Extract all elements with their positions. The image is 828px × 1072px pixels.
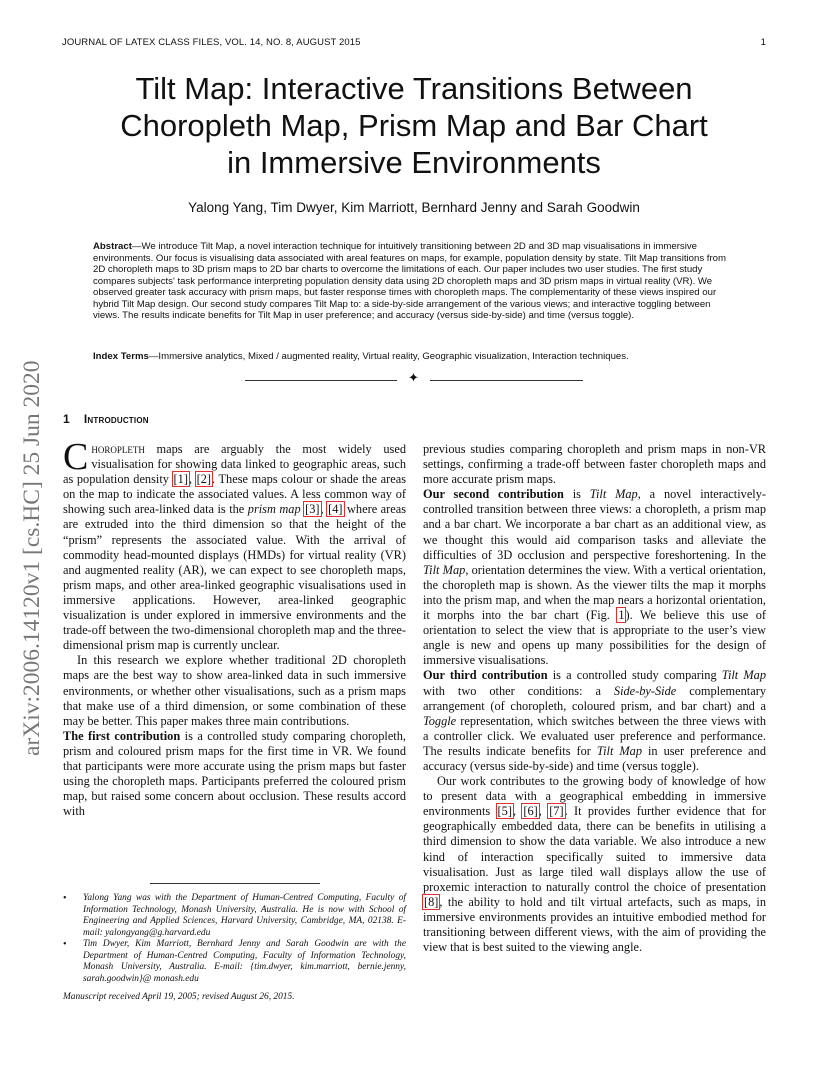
manuscript-note: Manuscript received April 19, 2005; revised August 26, 2015.: [63, 992, 295, 1002]
citation-link[interactable]: [4]: [328, 502, 343, 517]
author-list: Yalong Yang, Tim Dwyer, Kim Marriott, Bernhard Jenny and Sarah Goodwin: [188, 200, 640, 215]
title-line: Tilt Map: Interactive Transitions Between: [135, 71, 693, 106]
section-title: Introduction: [83, 412, 149, 426]
footnote-item: • Tim Dwyer, Kim Marriott, Bernhard Jenny and Sarah Goodwin are with the Department of Human-Centred Computing, Faculty of Information Technology, Monash University, Australia. E-mail: {tim.dwyer, kim.marriott, bernie.jenny, sarah.goodwin}@ monash.edu: [83, 939, 406, 985]
paper-title: [62, 70, 766, 181]
figure-link[interactable]: 1: [618, 608, 625, 623]
abstract-label: Abstract: [93, 241, 132, 252]
right-column: [423, 442, 766, 955]
citation-link[interactable]: [7]: [549, 804, 564, 819]
citation-link[interactable]: [2]: [196, 472, 212, 487]
citation-link[interactable]: [3]: [305, 502, 320, 517]
arxiv-stamp: arXiv:2006.14120v1 [cs.HC] 25 Jun 2020: [19, 360, 45, 756]
section-number: 1: [63, 412, 70, 426]
paragraph: Our second contribution is Tilt Map, a novel interactively-controlled transition between three views: a choropleth, a prism map and a bar chart. We incorporate a bar chart as an additional view, as we thought this would aid comparison tasks and alleviate the difficulties of 3D occlusion and perspective foreshortening. In the Tilt Map, orientation determines the view. With a vertical orientation, the choropleth map is shown. As the viewer tilts the map it morphs into the prism map, and when the map nears a horizontal orientation, it morphs into the bar chart (Fig. 1). We believe this use of orientation to select the view that is appropriate to the user’s view angle is new and opens up many possibilities for the design of immersive visualisations.: [423, 487, 767, 668]
separator-line-right: [430, 380, 583, 381]
index-terms-label: Index Terms: [93, 351, 149, 362]
separator-line-left: [245, 380, 397, 381]
index-terms-text: —Immersive analytics, Mixed / augmented reality, Virtual reality, Geographic visualization, Interaction techniques.: [148, 351, 629, 362]
paragraph: The first contribution is a controlled study comparing choropleth, prism and coloured prism maps for the first time in VR. We found that participants were more accurate using the prism maps but faster using the choropleth maps. Participants preferred the coloured prism map, but raised some concern about occlusion. These results accord with: [63, 728, 406, 819]
citation-link[interactable]: [6]: [523, 804, 538, 819]
citation-link[interactable]: [1]: [173, 472, 188, 487]
paragraph: previous studies comparing choropleth and prism maps in non-VR settings, confirming a trade-off between faster choropleth maps and more accurate prism maps.: [423, 442, 766, 487]
left-column: [63, 436, 407, 819]
drop-cap: C: [63, 436, 89, 478]
citation-link[interactable]: [8]: [424, 894, 439, 909]
footnote-rule: [150, 883, 320, 884]
paragraph: Choropleth maps are arguably the most widely used visualisation for showing data linked to geographic areas, such as population density [1], [2]. These maps colour or shade the areas on the map to indicate the associated values. A less common way of showing such area-linked data is the prism map [3], [4] where areas are extruded into the third dimension so that the height of the “prism” represents the associated value. With the arrival of commodity head-mounted displays (HMDs) for virtual reality (VR) and augmented reality (AR), we can expect to see choropleth maps, prism maps, and other area-linked geographic visualisations used in immersive applications. However, area-linked geographic visualization is under explored in immersive environments and the trade-off between the two-dimensional choropleth map and the three-dimensional prism map is currently unclear.: [63, 436, 407, 653]
title-line: Choropleth Map, Prism Map and Bar Chart: [120, 108, 708, 143]
footnotes: [63, 893, 406, 1004]
title-line: in Immersive Environments: [227, 145, 601, 180]
citation-link[interactable]: [5]: [497, 804, 512, 819]
abstract: [93, 241, 738, 322]
page-number: 1: [760, 37, 766, 48]
paragraph: Our work contributes to the growing body of knowledge of how to present data with a geographical embedding in immersive environments [5], [6], [7]. It provides further evidence that for geographically embedded data, there can be benefits in utilising a third dimension to show the data variable. We also introduce a new kind of interaction specifically suited to immersive data visualisation. Just as large tiled wall displays allow the use of proxemic interaction to naturally control the choice of presentation [8], the ability to hold and tilt virtual artefacts, such as maps, in immersive environments provides an intuitive embodied method for transitioning between different views, with the aim of providing the view that is best suited to the viewing angle.: [423, 774, 767, 955]
journal-name: JOURNAL OF LATEX CLASS FILES, VOL. 14, NO. 8, AUGUST 2015: [62, 37, 361, 48]
abstract-text: —We introduce Tilt Map, a novel interaction technique for intuitively transitioning between 2D and 3D map visualisations in immersive environments. Our focus is visualising data associated with areal features on maps, for example, population density by state. Tilt Map transitions from 2D choropleth maps to 3D prism maps to 2D bar charts to overcome the limitations of each. Our paper includes two user studies. The first study compares subjects' task performance interpreting population density data using 2D choropleth maps and 3D prism maps in virtual reality (VR). We observed greater task accuracy with prism maps, but faster response times with choropleth maps. The complementarity of these views inspired our hybrid Tilt Map design. Our second study compares Tilt Map to: a side-by-side arrangement of the various views; and interactive toggling between views. The results indicate benefits for Tilt Map in user preference; and accuracy (versus side-by-side) and time (versus toggle).: [93, 241, 726, 321]
paragraph: Our third contribution is a controlled study comparing Tilt Map with two other conditions: a Side-by-Side complementary arrangement (of choropleth, coloured prism, and bar chart) and a Toggle representation, which switches between the three views with a controller click. We evaluated user preference and performance. The results indicate benefits for Tilt Map in user preference and accuracy (versus side-by-side) and time (versus toggle).: [423, 668, 767, 773]
section-heading: [63, 412, 149, 426]
running-header: [62, 37, 766, 51]
paragraph: In this research we explore whether traditional 2D choropleth maps are the best way to show area-linked data in such immersive environments, or whether other visualisations, such as a prism maps that make use of a third dimension, or some combination of these may be better. This paper makes three main contributions.: [63, 653, 406, 728]
footnote-item: • Yalong Yang was with the Department of Human-Centred Computing, Faculty of Information Technology, Monash University, Australia. He is now with School of Engineering and Applied Sciences, Harvard University, Cambridge, MA, 02138. E-mail: yalongyang@g.harvard.edu: [83, 893, 406, 939]
index-terms: [93, 351, 738, 363]
separator-diamond-icon: ✦: [408, 371, 419, 386]
